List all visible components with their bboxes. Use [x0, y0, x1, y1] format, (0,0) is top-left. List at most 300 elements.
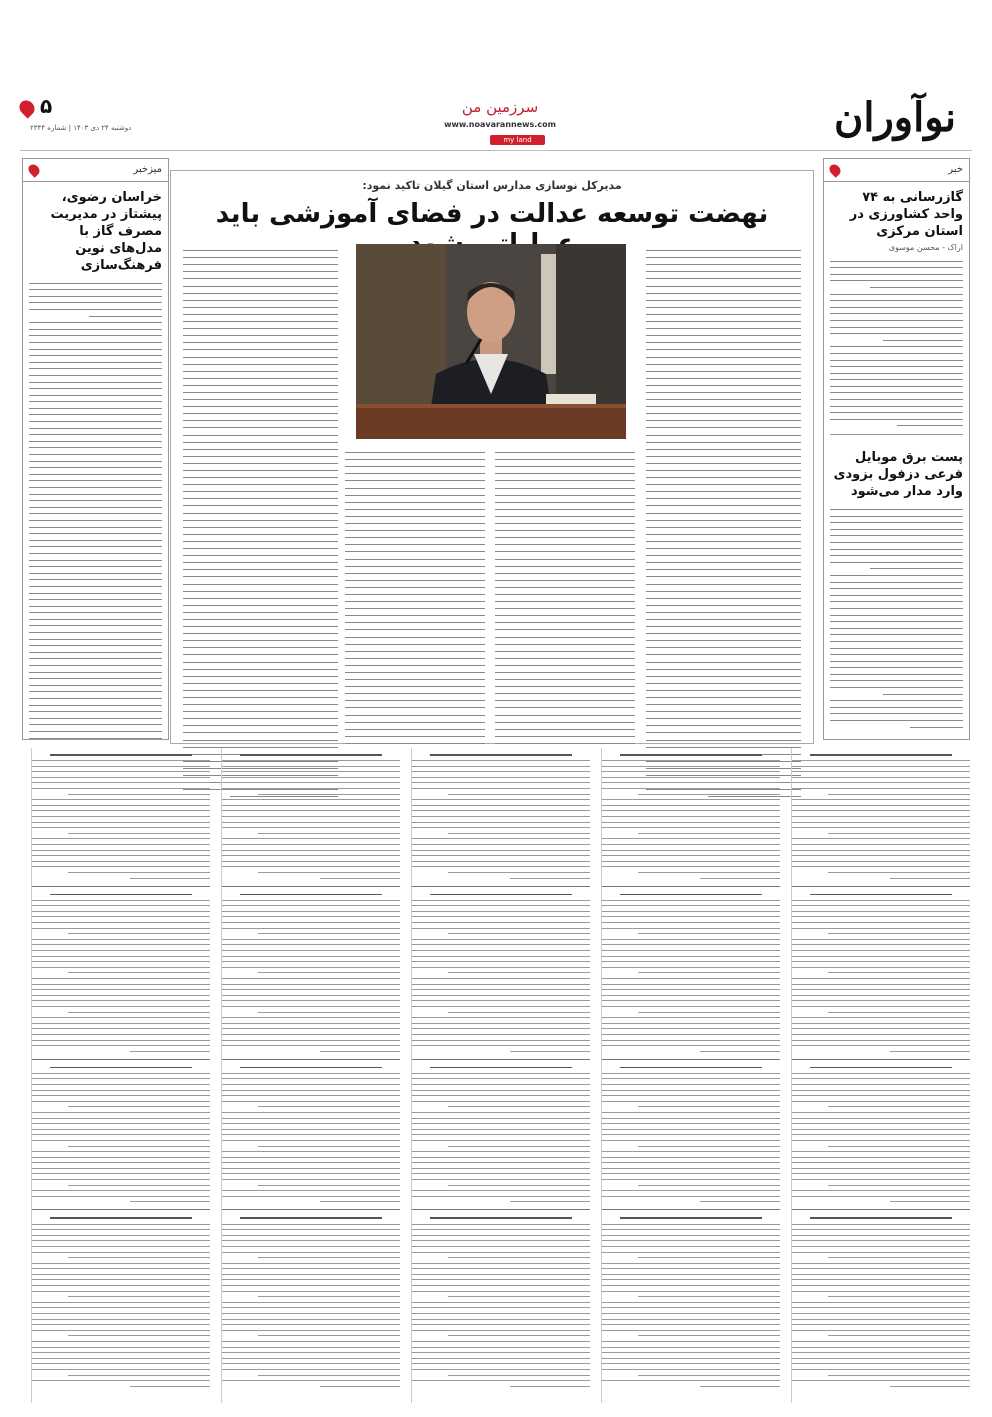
notice-text-line [412, 1112, 590, 1113]
notice-heading [240, 1217, 382, 1219]
notice-text-line [792, 961, 970, 962]
article-headline: نهضت توسعه عدالت در فضای آموزشی باید [215, 199, 769, 229]
notice-text-line [222, 805, 400, 806]
notice-text-line [32, 905, 210, 906]
notice-text-line [792, 1235, 970, 1236]
notice-divider [222, 1059, 400, 1060]
notice-text-line [32, 967, 210, 968]
notice-text-line [792, 788, 970, 789]
notice-text-line [32, 766, 210, 767]
notice-text-line [828, 1375, 970, 1376]
notice-text-line [32, 950, 210, 951]
notice-text-line [222, 827, 400, 828]
notice-text-line [602, 1112, 780, 1113]
notice-text-line [792, 1045, 970, 1046]
notice-text-line [412, 1352, 590, 1353]
notice-text-line [32, 1168, 210, 1169]
notice-text-line [412, 1369, 590, 1370]
notice-text-line [32, 956, 210, 957]
notice-text-line [828, 1296, 970, 1297]
notice-text-line [792, 944, 970, 945]
notice-text-line [792, 1000, 970, 1001]
notice-text-line [222, 1084, 400, 1085]
notice-column [601, 748, 780, 1403]
notice-text-line [602, 861, 780, 862]
notice-text-line [32, 816, 210, 817]
site-url[interactable]: www.noavarannews.com [444, 120, 556, 129]
notice-text-line [258, 1185, 400, 1186]
notice-text-line [222, 1123, 400, 1124]
notice-text-line [412, 1347, 590, 1348]
notice-text-line [222, 1140, 400, 1141]
notice-text-line [32, 1045, 210, 1046]
notice-text-line [412, 1319, 590, 1320]
notice-text-line [32, 1157, 210, 1158]
notice-text-line [602, 816, 780, 817]
notice-text-line [638, 1012, 780, 1013]
notice-text-line [412, 1090, 590, 1091]
notice-text-line [448, 1106, 590, 1107]
notice-text-line [792, 1023, 970, 1024]
notice-divider [412, 1209, 590, 1210]
notice-text-line [258, 1375, 400, 1376]
notice-text-line [700, 1201, 780, 1202]
notice-text-line [222, 956, 400, 957]
notice-text-line [792, 1268, 970, 1269]
pin-icon [26, 162, 42, 178]
news-body [23, 283, 168, 740]
notice-text-line [448, 872, 590, 873]
notice-text-line [792, 855, 970, 856]
news-title: گازرسانی به ۷۴ واحد کشاورزی در استان مرکزی [849, 190, 963, 239]
notice-text-line [412, 950, 590, 951]
notice-text-line [638, 1257, 780, 1258]
notice-text-line [412, 984, 590, 985]
notice-text-line [412, 866, 590, 867]
issue-info: دوشنبه ۲۴ دی ۱۴۰۳ | شماره ۲۳۴۴ [30, 124, 132, 132]
notice-text-line [130, 878, 210, 879]
notice-text-line [792, 1291, 970, 1292]
notice-text-line [792, 1224, 970, 1225]
notice-text-line [68, 1335, 210, 1336]
notice-text-line [792, 1330, 970, 1331]
notice-text-line [68, 872, 210, 873]
notice-text-line [32, 1017, 210, 1018]
notice-text-line [448, 1257, 590, 1258]
notice-text-line [320, 1201, 400, 1202]
notice-text-line [602, 1319, 780, 1320]
notice-text-line [412, 900, 590, 901]
notice-text-line [792, 1347, 970, 1348]
notice-text-line [412, 1307, 590, 1308]
notice-text-line [412, 1229, 590, 1230]
notice-text-line [222, 1196, 400, 1197]
notice-text-line [32, 944, 210, 945]
notice-text-line [32, 1263, 210, 1264]
notice-text-line [602, 1324, 780, 1325]
notice-text-line [792, 1173, 970, 1174]
notice-text-line [222, 1157, 400, 1158]
notice-text-line [700, 878, 780, 879]
notice-text-line [792, 1078, 970, 1079]
notice-text-line [448, 794, 590, 795]
notice-text-line [792, 1090, 970, 1091]
notice-text-line [412, 1313, 590, 1314]
notice-text-line [32, 1078, 210, 1079]
notice-text-line [792, 1151, 970, 1152]
notice-text-line [320, 1386, 400, 1387]
notice-text-line [602, 1190, 780, 1191]
notice-text-line [602, 822, 780, 823]
notice-text-line [222, 1380, 400, 1381]
notice-text-line [32, 1291, 210, 1292]
notice-text-line [222, 1224, 400, 1225]
notice-text-line [792, 1028, 970, 1029]
notice-text-line [32, 855, 210, 856]
notice-text-line [602, 1252, 780, 1253]
notice-text-line [222, 822, 400, 823]
notice-text-line [792, 1118, 970, 1119]
notice-text-line [222, 1179, 400, 1180]
notice-text-line [602, 1028, 780, 1029]
notice-text-line [792, 1246, 970, 1247]
notice-text-line [32, 1324, 210, 1325]
notice-text-line [32, 1352, 210, 1353]
section-title: سرزمین من [461, 98, 539, 116]
notice-text-line [32, 989, 210, 990]
notice-text-line [412, 1240, 590, 1241]
notice-divider [32, 1059, 210, 1060]
notice-text-line [32, 984, 210, 985]
notice-text-line [602, 1095, 780, 1096]
notice-text-line [412, 782, 590, 783]
notice-text-line [792, 989, 970, 990]
notice-text-line [258, 972, 400, 973]
notice-text-line [638, 933, 780, 934]
column-tag-label: خبر [948, 164, 963, 175]
notice-text-line [792, 1157, 970, 1158]
notice-text-line [222, 928, 400, 929]
notice-text-line [222, 777, 400, 778]
notice-text-line [602, 827, 780, 828]
article-column [646, 244, 801, 797]
notice-text-line [222, 850, 400, 851]
notice-text-line [412, 777, 590, 778]
notice-text-line [222, 1095, 400, 1096]
notice-text-line [602, 1279, 780, 1280]
notice-text-line [602, 1274, 780, 1275]
notice-text-line [602, 1285, 780, 1286]
notice-text-line [792, 1123, 970, 1124]
notice-text-line [792, 1363, 970, 1364]
notice-text-line [222, 989, 400, 990]
notice-text-line [792, 782, 970, 783]
notice-text-line [222, 1347, 400, 1348]
notice-column [411, 748, 590, 1403]
notice-text-line [32, 1268, 210, 1269]
notice-text-line [890, 1386, 970, 1387]
notice-text-line [222, 1291, 400, 1292]
notice-text-line [412, 850, 590, 851]
notice-text-line [792, 1380, 970, 1381]
column-tag [23, 159, 168, 182]
notice-text-line [412, 766, 590, 767]
notice-heading [810, 754, 952, 756]
notice-text-line [222, 950, 400, 951]
notice-text-line [412, 1168, 590, 1169]
notice-text-line [412, 1196, 590, 1197]
notice-text-line [222, 1352, 400, 1353]
notice-text-line [792, 967, 970, 968]
notice-text-line [222, 900, 400, 901]
notice-text-line [828, 1106, 970, 1107]
notice-text-line [32, 1246, 210, 1247]
column-tag-label: میزخبر [133, 164, 162, 175]
notice-text-line [222, 1101, 400, 1102]
notice-text-line [412, 916, 590, 917]
notice-text-line [412, 1302, 590, 1303]
notice-text-line [510, 1386, 590, 1387]
notice-text-line [222, 1073, 400, 1074]
notice-text-line [32, 810, 210, 811]
notice-text-line [638, 1335, 780, 1336]
notice-text-line [412, 1023, 590, 1024]
notice-text-line [792, 861, 970, 862]
notice-text-line [602, 766, 780, 767]
notice-text-line [602, 1000, 780, 1001]
notice-text-line [792, 984, 970, 985]
notice-text-line [32, 1179, 210, 1180]
notice-text-line [258, 1296, 400, 1297]
notice-text-line [222, 1090, 400, 1091]
notice-text-line [412, 788, 590, 789]
notice-text-line [32, 850, 210, 851]
notice-text-line [68, 1296, 210, 1297]
notice-text-line [602, 956, 780, 957]
notice-text-line [32, 861, 210, 862]
notice-text-line [602, 944, 780, 945]
notice-text-line [412, 1341, 590, 1342]
notice-text-line [602, 1040, 780, 1041]
notice-text-line [32, 961, 210, 962]
notice-text-line [32, 1363, 210, 1364]
notice-text-line [792, 922, 970, 923]
notice-text-line [602, 788, 780, 789]
notice-divider [412, 886, 590, 887]
notice-text-line [222, 766, 400, 767]
notice-text-line [222, 1240, 400, 1241]
notice-text-line [412, 1224, 590, 1225]
notice-text-line [602, 978, 780, 979]
notice-text-line [602, 1341, 780, 1342]
notice-text-line [602, 1151, 780, 1152]
notice-text-line [32, 1040, 210, 1041]
notice-text-line [222, 939, 400, 940]
notice-text-line [222, 1358, 400, 1359]
notice-text-line [412, 961, 590, 962]
notice-text-line [828, 833, 970, 834]
notice-text-line [412, 1101, 590, 1102]
notice-text-line [412, 1129, 590, 1130]
notice-text-line [222, 1369, 400, 1370]
notice-text-line [638, 1106, 780, 1107]
notice-text-line [792, 1006, 970, 1007]
notice-text-line [792, 1101, 970, 1102]
notice-text-line [602, 1352, 780, 1353]
notice-text-line [222, 1279, 400, 1280]
notice-text-line [32, 1123, 210, 1124]
notice-text-line [602, 900, 780, 901]
notice-heading [430, 1217, 572, 1219]
notice-text-line [68, 972, 210, 973]
notice-text-line [602, 1034, 780, 1035]
notice-heading [620, 1217, 762, 1219]
notice-text-line [602, 1263, 780, 1264]
notice-text-line [602, 1157, 780, 1158]
notice-text-line [258, 933, 400, 934]
notice-text-line [32, 788, 210, 789]
notice-text-line [602, 810, 780, 811]
notice-text-line [222, 1190, 400, 1191]
news-divider [830, 434, 963, 435]
notice-text-line [412, 799, 590, 800]
notice-text-line [222, 1000, 400, 1001]
notice-text-line [222, 1134, 400, 1135]
notice-text-line [792, 1274, 970, 1275]
right-news-column [823, 158, 970, 740]
notice-text-line [792, 900, 970, 901]
notice-text-line [222, 1319, 400, 1320]
notice-heading [430, 1067, 572, 1069]
notice-text-line [602, 995, 780, 996]
notice-text-line [792, 838, 970, 839]
notice-text-line [222, 861, 400, 862]
notice-text-line [602, 1313, 780, 1314]
notice-text-line [792, 1190, 970, 1191]
notice-text-line [222, 978, 400, 979]
notice-text-line [602, 911, 780, 912]
notice-text-line [222, 1235, 400, 1236]
notice-text-line [792, 1302, 970, 1303]
notice-text-line [602, 1045, 780, 1046]
notice-text-line [32, 1240, 210, 1241]
notice-text-line [32, 1358, 210, 1359]
notice-heading [50, 754, 192, 756]
notice-text-line [68, 1106, 210, 1107]
notice-text-line [792, 1134, 970, 1135]
notice-text-line [602, 1347, 780, 1348]
notice-text-line [412, 1157, 590, 1158]
notice-text-line [222, 1173, 400, 1174]
notice-text-line [792, 844, 970, 845]
notice-text-line [32, 1134, 210, 1135]
notice-text-line [602, 782, 780, 783]
notice-text-line [792, 1140, 970, 1141]
notice-text-line [222, 1246, 400, 1247]
notice-text-line [602, 1196, 780, 1197]
notice-divider [792, 886, 970, 887]
notice-text-line [258, 1146, 400, 1147]
article-photo [356, 244, 626, 439]
notice-text-line [510, 1201, 590, 1202]
notice-text-line [890, 878, 970, 879]
notice-text-line [448, 1185, 590, 1186]
notice-text-line [602, 1380, 780, 1381]
notice-text-line [32, 805, 210, 806]
notice-text-line [222, 995, 400, 996]
notice-text-line [412, 1324, 590, 1325]
notice-text-line [792, 1168, 970, 1169]
notice-text-line [602, 1330, 780, 1331]
article-column [345, 446, 485, 744]
notice-text-line [222, 1363, 400, 1364]
notice-text-line [32, 922, 210, 923]
notice-divider [602, 1209, 780, 1210]
notice-text-line [602, 967, 780, 968]
notice-text-line [792, 1240, 970, 1241]
notice-text-line [32, 1023, 210, 1024]
notice-text-line [32, 1028, 210, 1029]
notice-text-line [412, 1285, 590, 1286]
notice-text-line [32, 1235, 210, 1236]
notice-text-line [602, 1090, 780, 1091]
notice-text-line [602, 777, 780, 778]
notice-text-line [32, 1162, 210, 1163]
notice-text-line [222, 1341, 400, 1342]
notice-text-line [32, 1380, 210, 1381]
notice-text-line [222, 1040, 400, 1041]
notice-text-line [602, 950, 780, 951]
notice-text-line [602, 1073, 780, 1074]
notice-text-line [792, 1084, 970, 1085]
notice-text-line [130, 1386, 210, 1387]
notice-text-line [320, 1051, 400, 1052]
notice-text-line [412, 1118, 590, 1119]
notice-text-line [412, 1034, 590, 1035]
notice-text-line [602, 1129, 780, 1130]
notice-text-line [32, 1330, 210, 1331]
notice-text-line [32, 1369, 210, 1370]
notice-text-line [602, 1235, 780, 1236]
column-tag [824, 159, 969, 182]
notice-text-line [602, 1369, 780, 1370]
notice-text-line [68, 1146, 210, 1147]
notice-text-line [792, 928, 970, 929]
notice-text-line [412, 855, 590, 856]
notice-heading [810, 894, 952, 896]
notice-text-line [222, 1252, 400, 1253]
notice-text-line [602, 866, 780, 867]
news-body [824, 509, 969, 728]
notice-text-line [130, 1201, 210, 1202]
page-number: ۵ [40, 94, 53, 118]
notice-text-line [222, 844, 400, 845]
notice-text-line [222, 1330, 400, 1331]
notice-text-line [602, 838, 780, 839]
notice-text-line [222, 1028, 400, 1029]
notice-text-line [32, 822, 210, 823]
notice-text-line [32, 916, 210, 917]
notice-text-line [412, 989, 590, 990]
notice-text-line [448, 1335, 590, 1336]
notice-text-line [222, 1168, 400, 1169]
notice-text-line [828, 794, 970, 795]
notice-text-line [792, 1034, 970, 1035]
notice-text-line [792, 1229, 970, 1230]
notice-text-line [448, 1012, 590, 1013]
notice-text-line [792, 1162, 970, 1163]
notice-text-line [792, 911, 970, 912]
